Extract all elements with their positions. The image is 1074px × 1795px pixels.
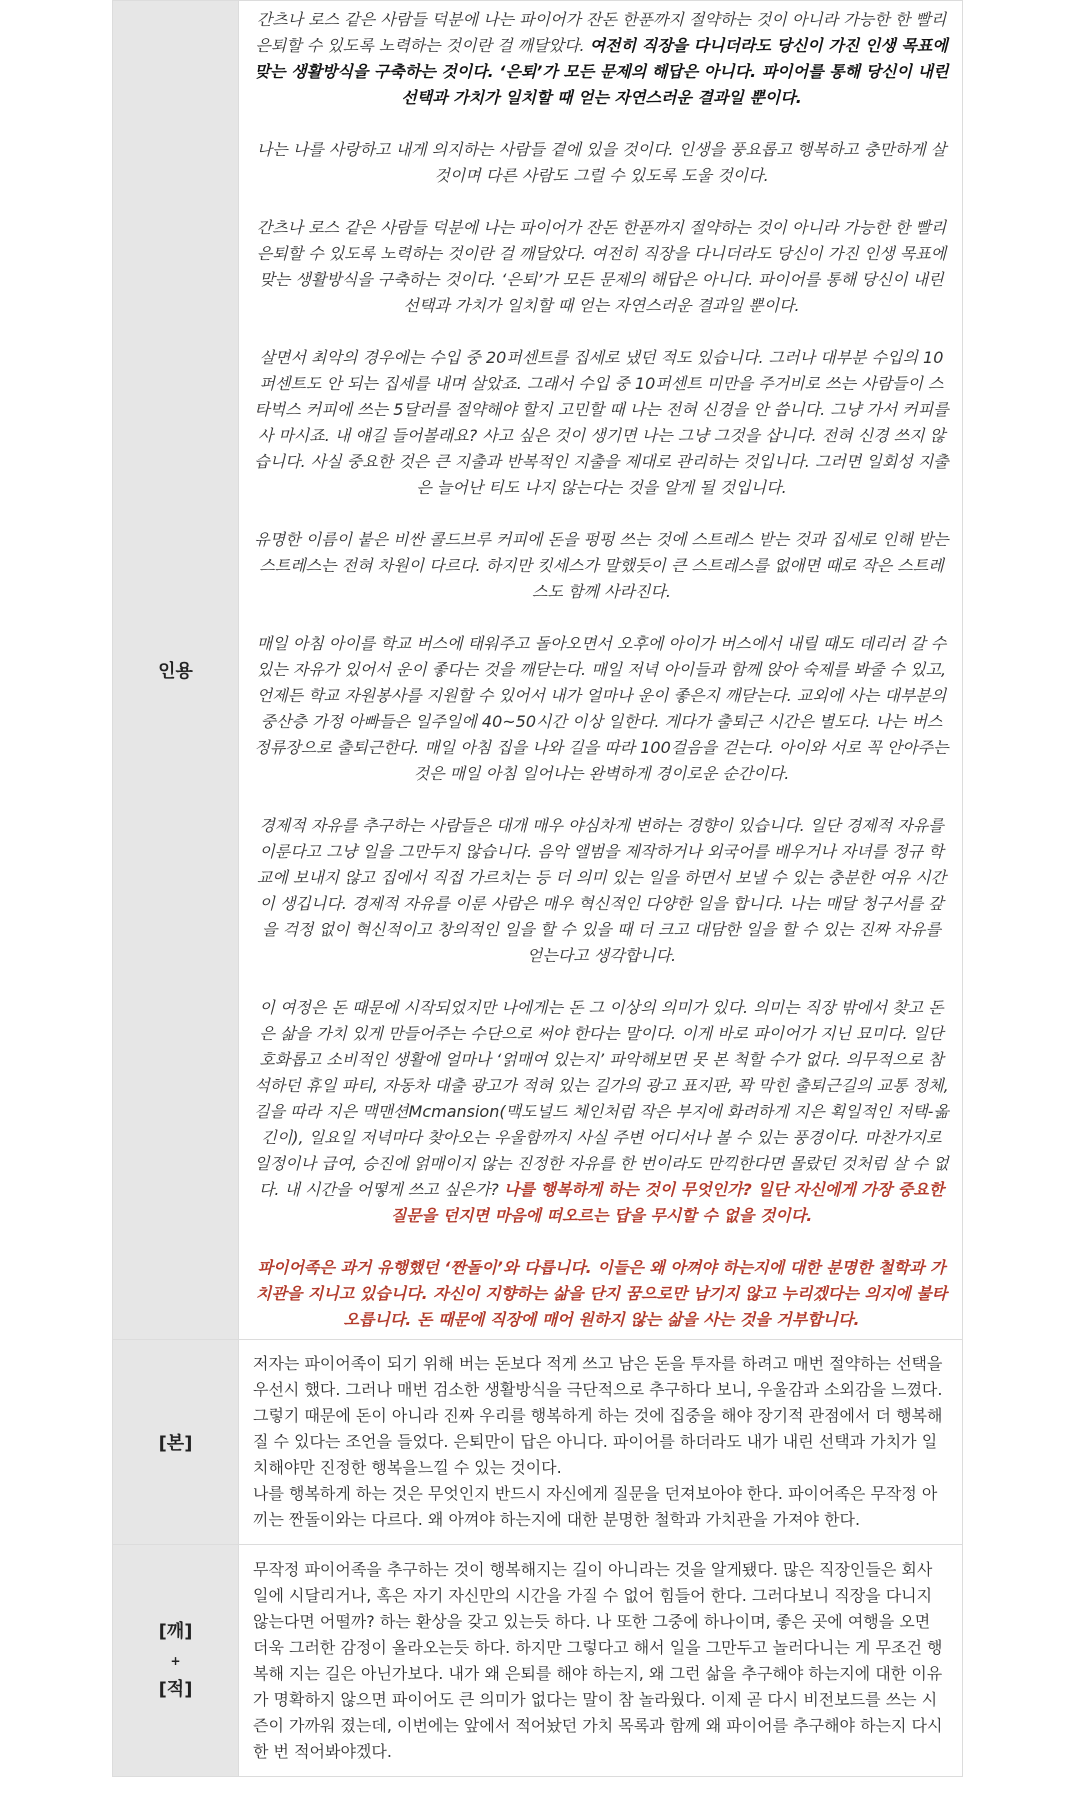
realize-label-bottom: [적] [158, 1678, 193, 1700]
quote-paragraph: 경제적 자유를 추구하는 사람들은 대개 매우 야심차게 변하는 경향이 있습니다. 일단 경제적 자유를 이룬다고 그냥 일을 그만두지 않습니다. 음악 앨범을 제작하거나 외국어를 배우거나 자녀를 정규 학교에 보내지 않고 집에서 직접 가르치는 등 더 의미 있는 일을 하면서 보낼 수 있는 충분한 여유 시간이 생깁니다. 경제적 자유를 이룬 사람은 매우 혁신적인 다양한 일을 합니다. 나는 매달 청구서를 갚을 걱정 없이 혁신적이고 창의적인 일을 할 수 있을 때 더 크고 대담한 일을 할 수 있는 진짜 자유를 얻는다고 생각합니다. [256, 816, 947, 965]
quote-paragraph: 살면서 최악의 경우에는 수입 중 20퍼센트를 집세로 냈던 적도 있습니다. 그러나 대부분 수입의 10퍼센트도 안 되는 집세를 내며 살았죠. 그래서 수입 중 10퍼센트 미만을 주거비로 쓰는 사람들이 스타벅스 커피에 쓰는 5달러를 절약해야 할지 고민할 때 나는 전혀 신경을 안 씁니다. 그냥 가서 커피를 사 마시죠. 내 얘길 들어볼래요? 사고 싶은 것이 생기면 나는 그냥 그것을 삽니다. 전혀 신경 쓰지 않습니다. 사실 중요한 것은 큰 지출과 반복적인 지출을 제대로 관리하는 것입니다. 그러면 일회성 지출은 늘어난 티도 나지 않는다는 것을 알게 될 것입니다. [254, 348, 949, 497]
body-row [113, 1340, 963, 1545]
quote-emphasis: 여전히 직장을 다니더라도 당신이 가진 인생 목표에 맞는 생활방식을 구축하는 것이다. ‘은퇴’가 모든 문제의 해답은 아니다. 파이어를 통해 당신이 내린 선택과 가치가 일치할 때 얻는 자연스러운 결과일 뿐이다. [254, 36, 949, 107]
reading-notes-table [112, 0, 963, 1777]
quote-paragraph: 유명한 이름이 붙은 비싼 콜드브루 커피에 돈을 펑펑 쓰는 것에 스트레스 받는 것과 집세로 인해 받는 스트레스는 전혀 차원이 다르다. 하지만 킷세스가 말했듯이 큰 스트레스를 없애면 때로 작은 스트레스도 함께 사라진다. [254, 530, 949, 601]
quote-row [113, 1, 963, 1340]
quote-paragraph [253, 995, 950, 1229]
quote-text: 이 여정은 돈 때문에 시작되었지만 나에게는 돈 그 이상의 의미가 있다. 의미는 직장 밖에서 찾고 돈은 삶을 가치 있게 만들어주는 수단으로 써야 한다는 말이다. 이게 바로 파이어가 지닌 묘미다. 일단 호화롭고 소비적인 생활에 얼마나 ‘얽매여 있는지’ 파악해보면 못 본 척할 수가 없다. 의무적으로 참석하던 휴일 파티, 자동차 대출 광고가 적혀 있는 길가의 광고 표지판, 꽉 막힌 출퇴근길의 교통 정체, 길을 따라 지은 맥맨션Mcmansion(맥도널드 체인처럼 작은 부지에 화려하게 지은 획일적인 저택-옮긴이), 일요일 저녁마다 찾아오는 우울함까지 사실 주변 어디서나 볼 수 있는 풍경이다. 마찬가지로 일정이나 급여, 승진에 얽매이지 않는 진정한 자유를 한 번이라도 만끽한다면 몰랐던 것처럼 살 수 없다. 내 시간을 어떻게 쓰고 싶은가? [254, 998, 949, 1199]
body-content [239, 1340, 963, 1545]
quote-highlight: 나를 행복하게 하는 것이 무엇인가? 일단 자신에게 가장 중요한 질문을 던지면 마음에 떠오르는 답을 무시할 수 없을 것이다. [390, 1180, 945, 1225]
quote-paragraph: 매일 아침 아이를 학교 버스에 태워주고 돌아오면서 오후에 아이가 버스에서 내릴 때도 데리러 갈 수 있는 자유가 있어서 운이 좋다는 것을 깨닫는다. 매일 저녁 아이들과 함께 앉아 숙제를 봐줄 수 있고, 언제든 학교 자원봉사를 지원할 수 있어서 내가 얼마나 운이 좋은지 깨닫는다. 교외에 사는 대부분의 중산층 가정 아빠들은 일주일에 40~50시간 이상 일한다. 게다가 출퇴근 시간은 별도다. 나는 버스 정류장으로 출퇴근한다. 매일 아침 집을 나와 길을 따라 100걸음을 걷는다. 아이와 서로 꼭 안아주는 것은 매일 아침 일어나는 완벽하게 경이로운 순간이다. [254, 634, 949, 783]
body-paragraph: 나를 행복하게 하는 것은 무엇인지 반드시 자신에게 질문을 던져보아야 한다. 파이어족은 무작정 아끼는 짠돌이와는 다르다. 왜 아껴야 하는지에 대한 분명한 철학과 가치관을 가져야 한다. [253, 1484, 938, 1529]
body-paragraph: 저자는 파이어족이 되기 위해 버는 돈보다 적게 쓰고 남은 돈을 투자를 하려고 매번 절약하는 선택을 우선시 했다. 그러나 매번 검소한 생활방식을 극단적으로 추구하다 보니, 우울감과 소외감을 느꼈다. 그렇기 때문에 돈이 아니라 진짜 우리를 행복하게 하는 것에 집중을 해야 장기적 관점에서 더 행복해질 수 있다는 조언을 들었다. 은퇴만이 답은 아니다. 파이어를 하더라도 내가 내린 선택과 가치가 일치해야만 진정한 행복을느낄 수 있는 것이다. [253, 1354, 943, 1477]
quote-label: 인용 [113, 1, 239, 1340]
reading-notes-page [112, 0, 963, 1777]
quote-text: 간츠나 로스 같은 사람들 덕분에 나는 파이어가 잔돈 한푼까지 절약하는 것이 아니라 가능한 한 빨리 은퇴할 수 있도록 노력하는 것이란 걸 깨달았다. [255, 10, 947, 55]
body-label: [본] [113, 1340, 239, 1545]
realize-label-top: [깨] [158, 1620, 193, 1642]
quote-paragraph [253, 7, 950, 111]
realize-label [113, 1545, 239, 1777]
quote-highlight-paragraph: 파이어족은 과거 유행했던 ‘짠돌이’와 다릅니다. 이들은 왜 아껴야 하는지에 대한 분명한 철학과 가치관을 지니고 있습니다. 자신이 지향하는 삶을 단지 꿈으로만 남기지 않고 누리겠다는 의지에 불타오릅니다. 돈 때문에 직장에 매어 원하지 않는 삶을 사는 것을 거부합니다. [255, 1258, 948, 1329]
realize-paragraph: 무작정 파이어족을 추구하는 것이 행복해지는 길이 아니라는 것을 알게됐다. 많은 직장인들은 회사 일에 시달리거나, 혹은 자기 자신만의 시간을 가질 수 없어 힘들어 한다. 그러다보니 직장을 다니지 않는다면 어떨까? 하는 환상을 갖고 있는듯 하다. 나 또한 그중에 하나이며, 좋은 곳에 여행을 오면 더욱 그러한 감정이 올라오는듯 하다. 하지만 그렇다고 해서 일을 그만두고 놀러다니는 게 무조건 행복해 지는 길은 아닌가보다. 내가 왜 은퇴를 해야 하는지, 왜 그런 삶을 추구해야 하는지에 대한 이유가 명확하지 않으면 파이어도 큰 의미가 없다는 말이 참 놀라웠다. 이제 곧 다시 비전보드를 쓰는 시즌이 가까워 졌는데, 이번에는 앞에서 적어놨던 가치 목록과 함께 왜 파이어를 추구해야 하는지 다시 한 번 적어봐야겠다. [253, 1559, 943, 1761]
realize-content [239, 1545, 963, 1777]
quote-paragraph: 나는 나를 사랑하고 내게 의지하는 사람들 곁에 있을 것이다. 인생을 풍요롭고 행복하고 충만하게 살 것이며 다른 사람도 그럴 수 있도록 도울 것이다. [256, 140, 947, 185]
realize-label-plus: + [170, 1653, 181, 1668]
realize-row [113, 1545, 963, 1777]
quote-paragraph: 간츠나 로스 같은 사람들 덕분에 나는 파이어가 잔돈 한푼까지 절약하는 것이 아니라 가능한 한 빨리 은퇴할 수 있도록 노력하는 것이란 걸 깨달았다. 여전히 직장을 다니더라도 당신이 가진 인생 목표에 맞는 생활방식을 구축하는 것이다. ‘은퇴’가 모든 문제의 해답은 아니다. 파이어를 통해 당신이 내린 선택과 가치가 일치할 때 얻는 자연스러운 결과일 뿐이다. [256, 218, 947, 315]
quote-content [239, 1, 963, 1340]
